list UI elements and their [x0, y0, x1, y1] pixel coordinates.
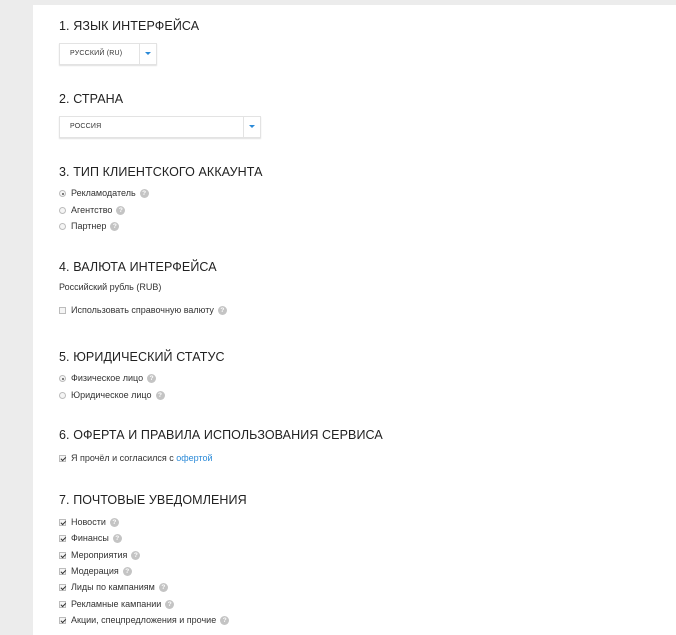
help-icon[interactable]: ? — [156, 391, 165, 400]
offer-link[interactable]: офертой — [176, 453, 213, 463]
checkbox[interactable] — [59, 307, 66, 314]
help-icon[interactable]: ? — [131, 551, 140, 560]
checkbox[interactable] — [59, 584, 66, 591]
help-icon[interactable]: ? — [159, 583, 168, 592]
checkbox[interactable] — [59, 601, 66, 608]
country-select[interactable] — [59, 116, 261, 138]
radio-button[interactable] — [59, 207, 66, 214]
radio-label: Физическое лицо — [71, 373, 144, 383]
radio-button[interactable] — [59, 375, 66, 382]
help-icon[interactable]: ? — [147, 374, 156, 383]
checkbox-label: Модерация — [71, 566, 119, 576]
section-title-legal-status: 5. ЮРИДИЧЕСКИЙ СТАТУС — [59, 350, 225, 364]
radio-button[interactable] — [59, 392, 66, 399]
section-title-country: 2. СТРАНА — [59, 92, 124, 106]
checkbox-label: Я прочёл и согласился с — [71, 453, 177, 463]
help-icon[interactable]: ? — [220, 616, 229, 625]
settings-panel — [33, 5, 676, 635]
checkbox-label: Рекламные кампании — [71, 599, 162, 609]
help-icon[interactable]: ? — [123, 567, 132, 576]
section-title-currency: 4. ВАЛЮТА ИНТЕРФЕЙСА — [59, 260, 217, 274]
currency-value: Российский рубль (RUB) — [59, 282, 162, 292]
section-title-offer: 6. ОФЕРТА И ПРАВИЛА ИСПОЛЬЗОВАНИЯ СЕРВИСА — [59, 428, 383, 442]
radio-label: Рекламодатель — [71, 188, 136, 198]
help-icon[interactable]: ? — [110, 518, 119, 527]
checkbox-label: Использовать справочную валюту — [71, 305, 214, 315]
help-icon[interactable]: ? — [110, 222, 119, 231]
country-select-value: РОССИЯ — [70, 123, 102, 130]
help-icon[interactable]: ? — [218, 306, 227, 315]
chevron-down-icon — [249, 125, 255, 128]
radio-button[interactable] — [59, 190, 66, 197]
section-title-language: 1. ЯЗЫК ИНТЕРФЕЙСА — [59, 19, 200, 33]
checkbox-label: Мероприятия — [71, 550, 128, 560]
section-title-account-type: 3. ТИП КЛИЕНТСКОГО АККАУНТА — [59, 165, 263, 179]
checkbox[interactable] — [59, 617, 66, 624]
checkbox-label: Финансы — [71, 533, 109, 543]
checkbox[interactable] — [59, 535, 66, 542]
checkbox[interactable] — [59, 519, 66, 526]
radio-button[interactable] — [59, 223, 66, 230]
help-icon[interactable]: ? — [165, 600, 174, 609]
checkbox-label: Новости — [71, 517, 106, 527]
radio-label: Партнер — [71, 221, 107, 231]
checkbox[interactable] — [59, 568, 66, 575]
radio-label: Агентство — [71, 205, 113, 215]
section-title-notifications: 7. ПОЧТОВЫЕ УВЕДОМЛЕНИЯ — [59, 493, 247, 507]
checkbox-label: Акции, спецпредложения и прочие — [71, 615, 217, 625]
checkbox[interactable] — [59, 455, 66, 462]
help-icon[interactable]: ? — [140, 189, 149, 198]
radio-label: Юридическое лицо — [71, 390, 152, 400]
help-icon[interactable]: ? — [116, 206, 125, 215]
language-select-value: РУССКИЙ (RU) — [70, 50, 123, 57]
language-dropdown-button[interactable] — [139, 44, 156, 64]
language-select[interactable] — [59, 43, 157, 65]
checkbox-label: Лиды по кампаниям — [71, 582, 155, 592]
country-dropdown-button[interactable] — [243, 117, 260, 137]
help-icon[interactable]: ? — [113, 534, 122, 543]
checkbox[interactable] — [59, 552, 66, 559]
chevron-down-icon — [145, 52, 151, 55]
